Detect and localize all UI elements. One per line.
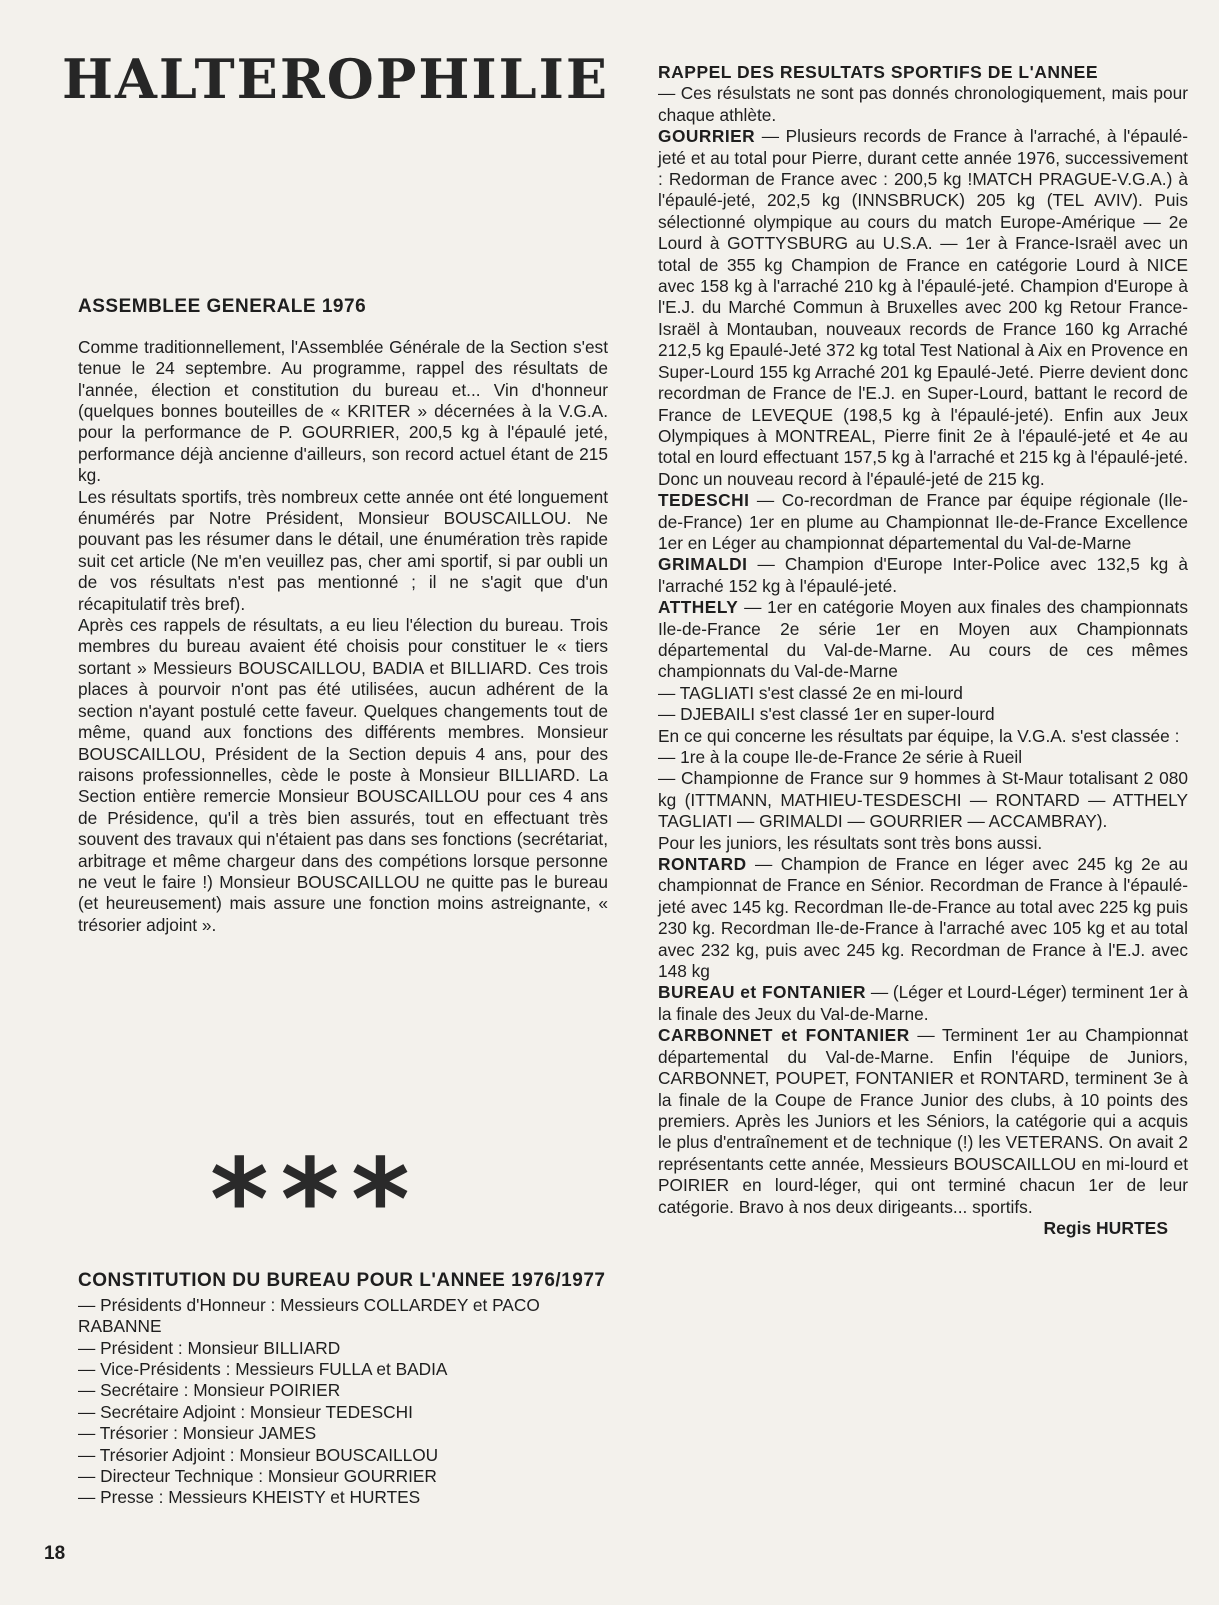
athlete-result: — (Léger et Lourd-Léger) terminent 1er à la finale des Jeux du Val-de-Marne. (658, 982, 1188, 1024)
athlete-result: — Co-recordman de France par équipe régionale (Ile-de-France) 1er en plume au Championnat Ile-de-France Excellence 1er en Léger au championnat départemental du Val-de-Marne (658, 490, 1188, 553)
assemblee-heading: ASSEMBLEE GENERALE 1976 (78, 296, 367, 317)
list-item: — Presse : Messieurs KHEISTY et HURTES (78, 1487, 421, 1508)
athlete-name: GOURRIER (658, 126, 756, 147)
list-item: — Secrétaire : Monsieur POIRIER (78, 1380, 341, 1401)
athlete-entry (658, 554, 1188, 597)
bureau-list (78, 1295, 608, 1509)
athlete-result: — Champion d'Europe Inter-Police avec 132,5 kg à l'arraché 152 kg à l'épaulé-jeté. (658, 554, 1188, 596)
assemblee-paragraph: Les résultats sportifs, très nombreux cette année ont été longuement énumérés par Notre Président, Monsieur BOUSCAILLOU. Ne pouvant pas les résumer dans le détail, une énumération très rapide suit cet article (Ne m'en veuillez pas, cher ami sportif, si par oubli un de vos résultats n'est pas mentionné ; il ne s'agit que d'un récapitulatif très bref). (78, 486, 608, 614)
list-item: — Trésorier : Monsieur JAMES (78, 1423, 317, 1444)
athlete-result: — Plusieurs records de France à l'arraché, à l'épaulé-jeté et au total pour Pierre, durant cette année 1976, successivement : Redorman de France avec : 200,5 kg !MATCH PRAGUE-V.G.A.) à l'épaulé-jeté, 202,5 kg (INNSBRUCK) 205 kg (TEL AVIV). Puis sélectionné olympique au cours du match Europe-Amérique — 2e Lourd à GOTTYSBURG au U.S.A. — 1er à France-Israël avec un total de 355 kg Champion de France en catégorie Lourd à NICE avec 158 kg à l'arraché 210 kg à l'épaulé-jeté. Champion d'Europe à l'E.J. du Marché Commun à Bruxelles avec 200 kg Retour France-Israël à Montauban, nouveaux records de France 160 kg Arraché 212,5 kg Epaulé-Jeté 372 kg total Test National à Aix en Provence en Super-Lourd 155 kg Arraché 201 kg Epaulé-Jeté. Pierre devient donc recordman de France de l'E.J. en Super-Lourd, battant le record de France de LEVEQUE (198,5 kg à l'épaulé-jeté). Enfin aux Jeux Olympiques à MONTREAL, Pierre finit 2e à l'épaulé-jeté et 4e au total en lourd effectuant 157,5 kg à l'arraché et 215 kg à l'épaulé-jeté. Donc un nouveau record à l'épaulé-jeté de 215 kg. (658, 126, 1188, 489)
athlete-name: CARBONNET et FONTANIER (658, 1025, 910, 1046)
athlete-entry (658, 126, 1188, 490)
author-signature: Regis HURTES (1043, 1217, 1168, 1238)
bureau-heading: CONSTITUTION DU BUREAU POUR L'ANNEE 1976/1977 (78, 1270, 606, 1291)
athlete-entry (658, 490, 1188, 554)
athlete-name: ATTHELY (658, 597, 739, 618)
list-item: — Président : Monsieur BILLIARD (78, 1337, 341, 1358)
assemblee-paragraph: Comme traditionnellement, l'Assemblée Générale de la Section s'est tenue le 24 septembre. Au programme, rappel des résultats de l'année, élection et constitution du bureau et... Vin d'honneur (quelques bonnes bouteilles de « KRITER » décernées à la V.G.A. pour la performance de P. GOURRIER, 200,5 kg à l'épaulé jeté, performance déjà ancienne d'ailleurs, son record actuel étant de 215 kg. (78, 336, 608, 486)
section-separator: *** (210, 1136, 422, 1266)
page-title: HALTEROPHILIE (62, 47, 610, 111)
result-note: — Championne de France sur 9 hommes à St-Maur totalisant 2 080 kg (ITTMANN, MATHIEU-TESDESCHI — RONTARD — ATTHELY TAGLIATI — GRIMALDI — GOURRIER — ACCAMBRAY). (658, 768, 1188, 832)
assemblee-paragraph: Après ces rappels de résultats, a eu lieu l'élection du bureau. Trois membres du bureau avaient été choisis pour constituer le « tiers sortant » Messieurs BOUSCAILLOU, BADIA et BILLIARD. Ces trois places à pourvoir n'ont pas été utilisées, aucun adhérent de la section n'ayant postulé cette faveur. Quelques changements tout de même, quand aux fonctions des différents membres. Monsieur BOUSCAILLOU, Président de la Section depuis 4 ans, pour des raisons professionnelles, cède le poste à Monsieur BILLIARD. La Section entière remercie Monsieur BOUSCAILLOU pour ces 4 ans de Présidence, qu'il a très bien assurés, tout en effectuant très souvent des travaux qui n'étaient pas dans ses fonctions (secrétariat, arbitrage et même chargeur dans des compétions lorsque personne ne veut le faire !) Monsieur BOUSCAILLOU ne quitte pas le bureau (et heureusement) mais assure une fonction moins astreignante, « trésorier adjoint ». (78, 615, 608, 935)
athlete-entry (658, 1025, 1188, 1218)
list-item: — Directeur Technique : Monsieur GOURRIER (78, 1466, 437, 1487)
assemblee-section (78, 296, 608, 936)
list-item: — Vice-Présidents : Messieurs FULLA et BADIA (78, 1359, 448, 1380)
athlete-entry (658, 597, 1188, 683)
athlete-result: — Champion de France en léger avec 245 kg 2e au championnat de France en Sénior. Recordman de France à l'épaulé-jeté avec 145 kg. Recordman Ile-de-France au total avec 225 kg puis 230 kg. Recordman Ile-de-France à l'arraché avec 105 kg et au total avec 232 kg, puis avec 245 kg. Recordman de France à l'E.J. avec 148 kg (658, 854, 1188, 982)
result-note: — TAGLIATI s'est classé 2e en mi-lourd (658, 682, 963, 703)
result-note: — 1re à la coupe Ile-de-France 2e série à Rueil (658, 747, 1023, 767)
athlete-entry (658, 854, 1188, 982)
athlete-name: BUREAU et FONTANIER (658, 982, 866, 1003)
athlete-entry (658, 982, 1188, 1025)
list-item: — Trésorier Adjoint : Monsieur BOUSCAILLOU (78, 1444, 439, 1465)
athlete-result: — Terminent 1er au Championnat départemental du Val-de-Marne. Enfin l'équipe de Juniors, CARBONNET, POUPET, FONTANIER et RONTARD, terminent 3e à la finale de la Coupe de France Junior des clubs, à 10 points des premiers. Après les Juniors et les Séniors, la catégorie qui a acquis le plus d'entraînement et de technique (!) les VETERANS. On avait 2 représentants cette année, Messieurs BOUSCAILLOU en mi-lourd et POIRIER en lourd-léger, qui ont terminé chacun 1er de leur catégorie. Bravo à nos deux dirigeants... sportifs. (658, 1025, 1188, 1217)
athlete-name: TEDESCHI (658, 490, 750, 511)
page-number: 18 (44, 1543, 66, 1564)
list-item: — Présidents d'Honneur : Messieurs COLLARDEY et PACO RABANNE (78, 1294, 540, 1337)
athlete-name: GRIMALDI (658, 554, 748, 575)
resultats-section (658, 62, 1188, 1239)
athlete-result: — 1er en catégorie Moyen aux finales des championnats Ile-de-France 2e série 1er en Moyen aux Championnats départemental du Val-de-Marne. Au cours de ces mêmes championnats du Val-de-Marne (658, 597, 1188, 682)
resultats-intro: — Ces résulstats ne sont pas donnés chronologiquement, mais pour chaque athlète. (658, 83, 1188, 125)
resultats-heading: RAPPEL DES RESULTATS SPORTIFS DE L'ANNEE (658, 62, 1098, 82)
result-note: En ce qui concerne les résultats par équipe, la V.G.A. s'est classée : (658, 725, 1180, 746)
athlete-name: RONTARD (658, 854, 747, 875)
list-item: — Secrétaire Adjoint : Monsieur TEDESCHI (78, 1401, 413, 1422)
result-note: — DJEBAILI s'est classé 1er en super-lourd (658, 704, 995, 725)
result-note: Pour les juniors, les résultats sont très bons aussi. (658, 832, 1043, 853)
bureau-section (78, 1270, 608, 1509)
